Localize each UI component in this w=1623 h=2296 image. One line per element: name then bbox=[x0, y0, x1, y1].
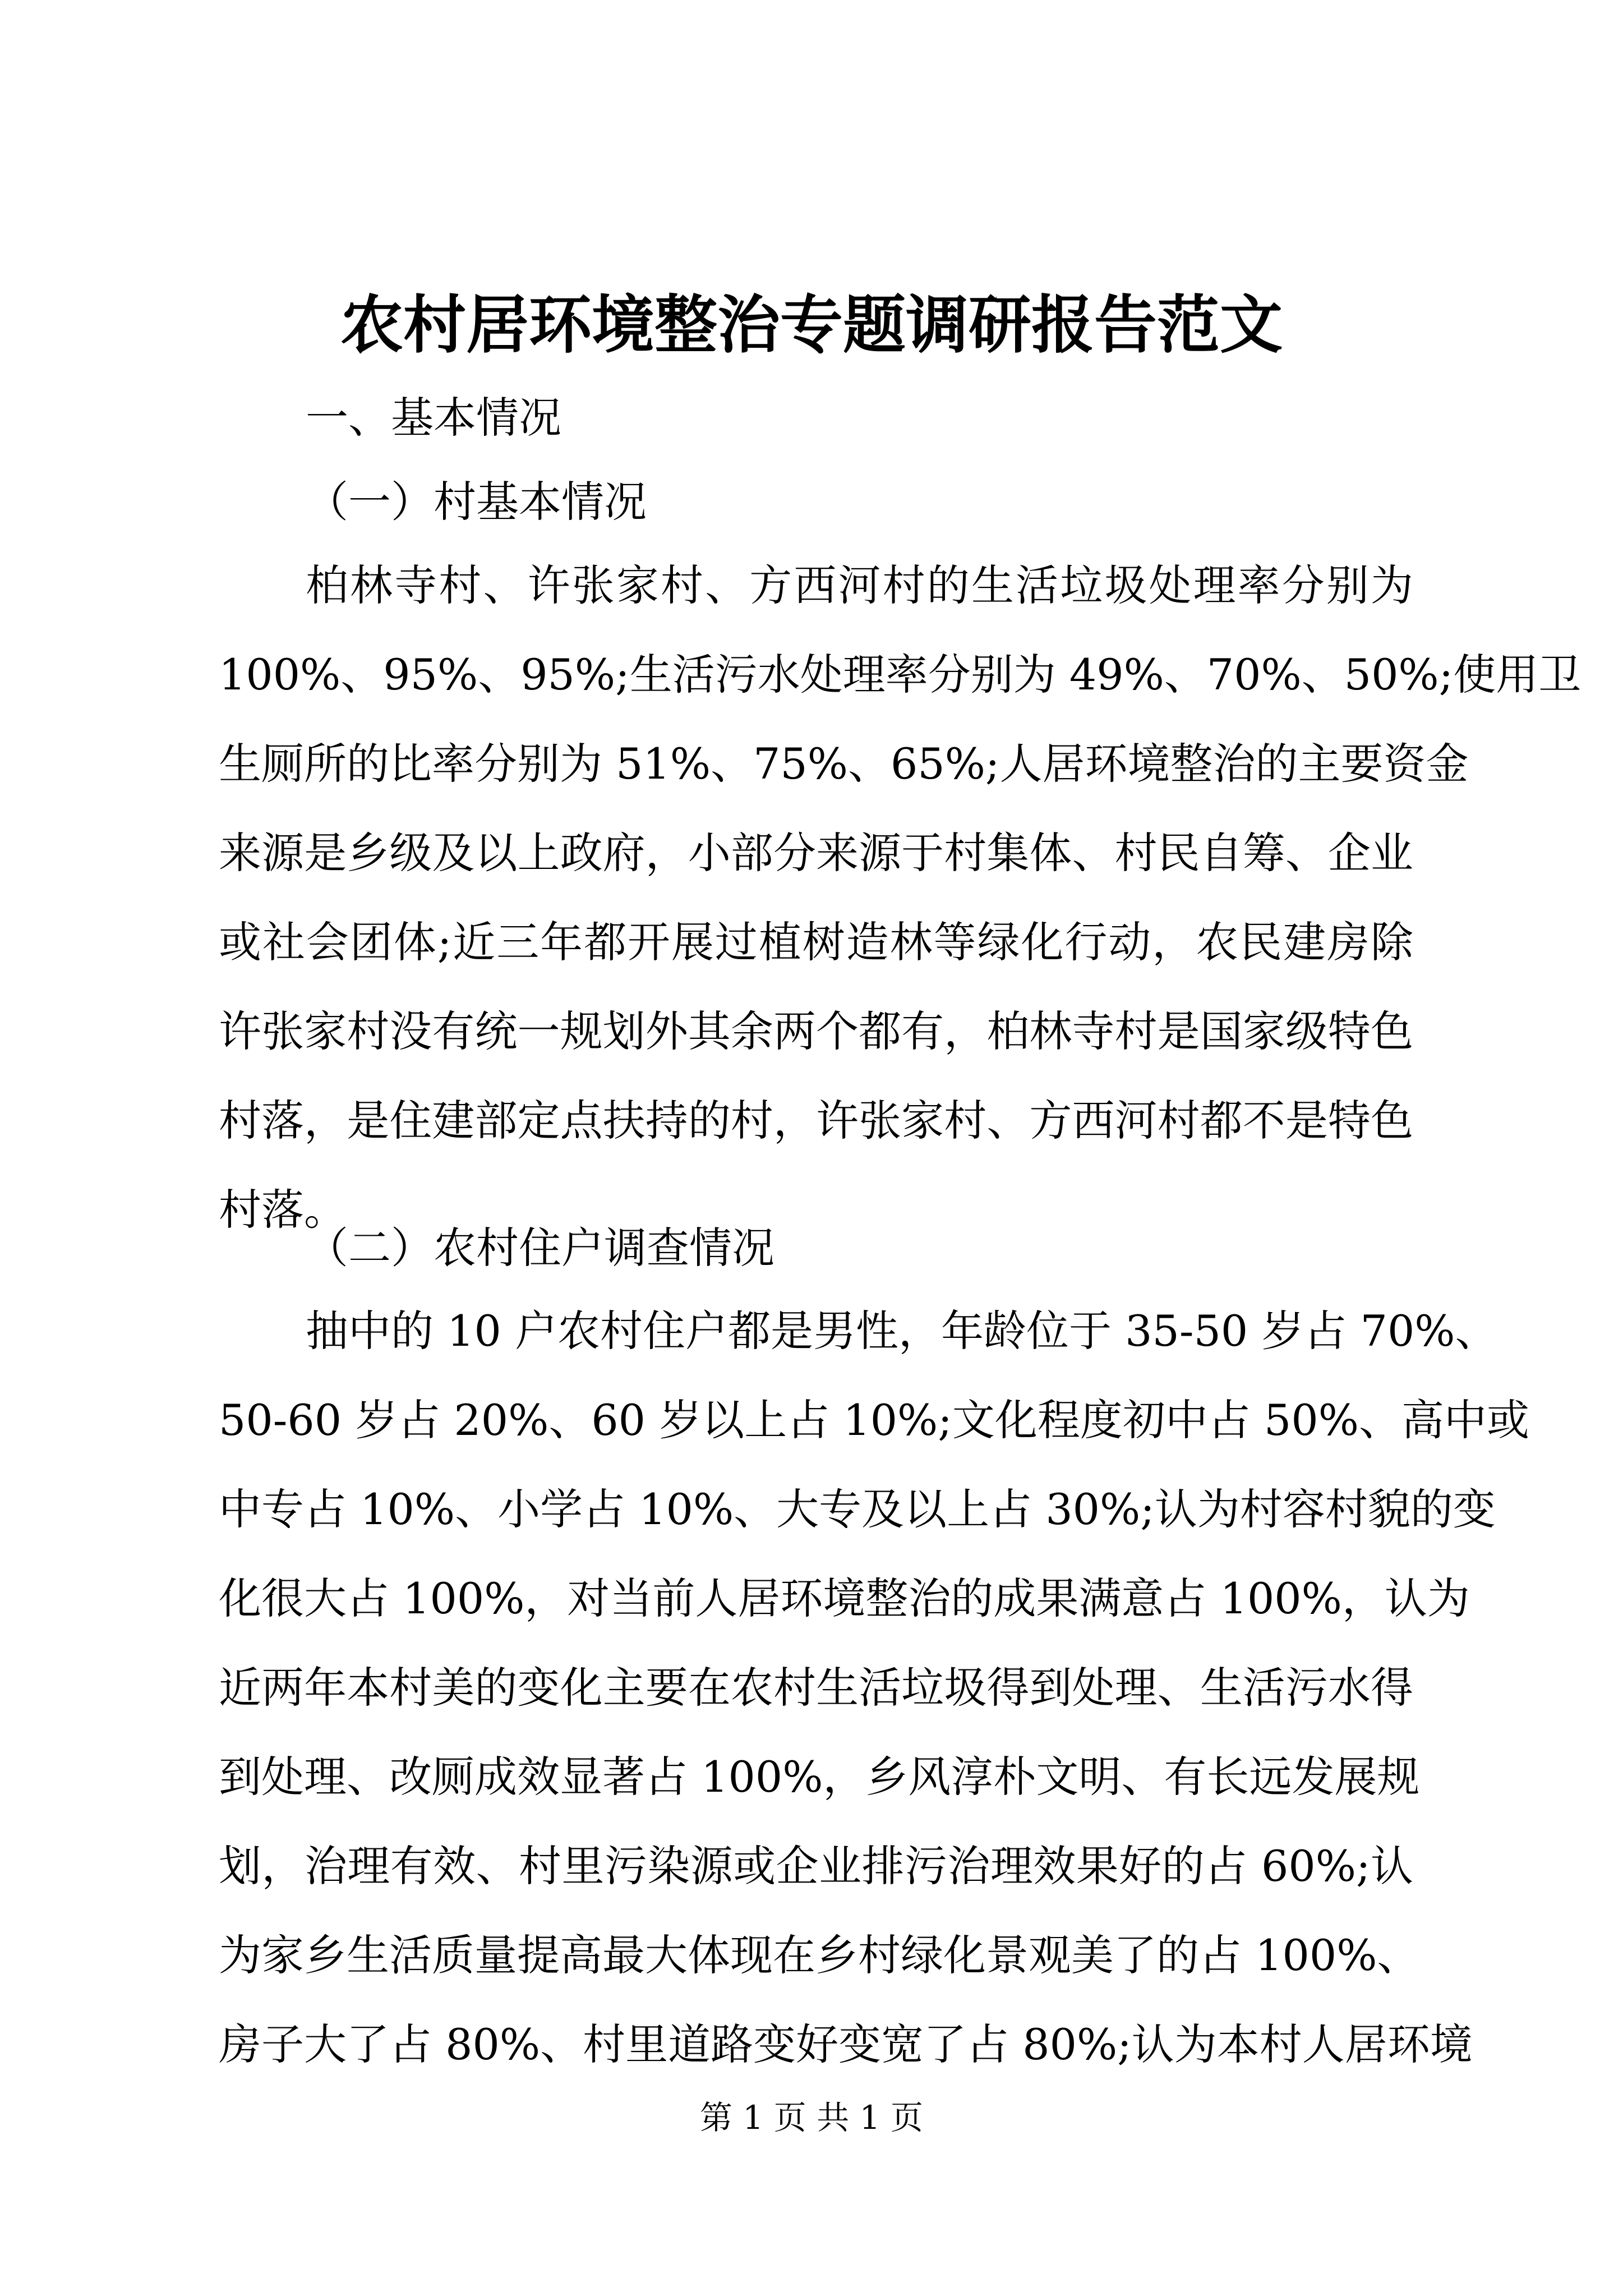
paragraph-line: 生厕所的比率分别为 51%、75%、65%;人居环境整治的主要资金 bbox=[219, 739, 1469, 789]
paragraph-line: 中专占 10%、小学占 10%、大专及以上占 30%;认为村容村貌的变 bbox=[219, 1484, 1496, 1534]
subsection-heading-household-survey: （二）农村住户调查情况 bbox=[306, 1223, 774, 1273]
paragraph-line: 或社会团体;近三年都开展过植树造林等绿化行动，农民建房除 bbox=[219, 917, 1413, 967]
paragraph-village-situation bbox=[219, 541, 1581, 1254]
paragraph-line: 柏林寺村、许张家村、方西河村的生活垃圾处理率分别为 bbox=[306, 560, 1413, 610]
paragraph-line: 村落。 bbox=[219, 1185, 347, 1235]
paragraph-line: 房子大了占 80%、村里道路变好变宽了占 80%;认为本村人居环境 bbox=[219, 2019, 1473, 2069]
paragraph-line: 抽中的 10 户农村住户都是男性，年龄位于 35-50 岁占 70%、 bbox=[306, 1306, 1498, 1356]
page-number-footer: 第 1 页 共 1 页 bbox=[700, 2099, 923, 2137]
paragraph-line: 划，治理有效、村里污染源或企业排污治理效果好的占 60%;认 bbox=[219, 1841, 1413, 1891]
paragraph-line: 来源是乡级及以上政府，小部分来源于村集体、村民自筹、企业 bbox=[219, 828, 1413, 878]
paragraph-line: 近两年本村美的变化主要在农村生活垃圾得到处理、生活污水得 bbox=[219, 1663, 1413, 1713]
paragraph-line: 到处理、改厕成效显著占 100%，乡风淳朴文明、有长远发展规 bbox=[219, 1752, 1420, 1802]
paragraph-line: 100%、95%、95%;生活污水处理率分别为 49%、70%、50%;使用卫 bbox=[219, 650, 1581, 700]
subsection-heading-village-situation: （一）村基本情况 bbox=[306, 477, 647, 527]
paragraph-line: 化很大占 100%，对当前人居环境整治的成果满意占 100%，认为 bbox=[219, 1573, 1470, 1623]
paragraph-line: 许张家村没有统一规划外其余两个都有，柏林寺村是国家级特色 bbox=[219, 1006, 1413, 1056]
paragraph-line: 村落，是住建部定点扶持的村，许张家村、方西河村都不是特色 bbox=[219, 1096, 1413, 1145]
paragraph-line: 为家乡生活质量提高最大体现在乡村绿化景观美了的占 100%、 bbox=[219, 1930, 1420, 1980]
document-title: 农村居环境整治专题调研报告范文 bbox=[340, 288, 1283, 362]
paragraph-line: 50-60 岁占 20%、60 岁以上占 10%;文化程度初中占 50%、高中或 bbox=[219, 1395, 1529, 1445]
paragraph-household-survey bbox=[219, 1286, 1529, 2089]
section-heading-basic-situation: 一、基本情况 bbox=[306, 393, 561, 443]
